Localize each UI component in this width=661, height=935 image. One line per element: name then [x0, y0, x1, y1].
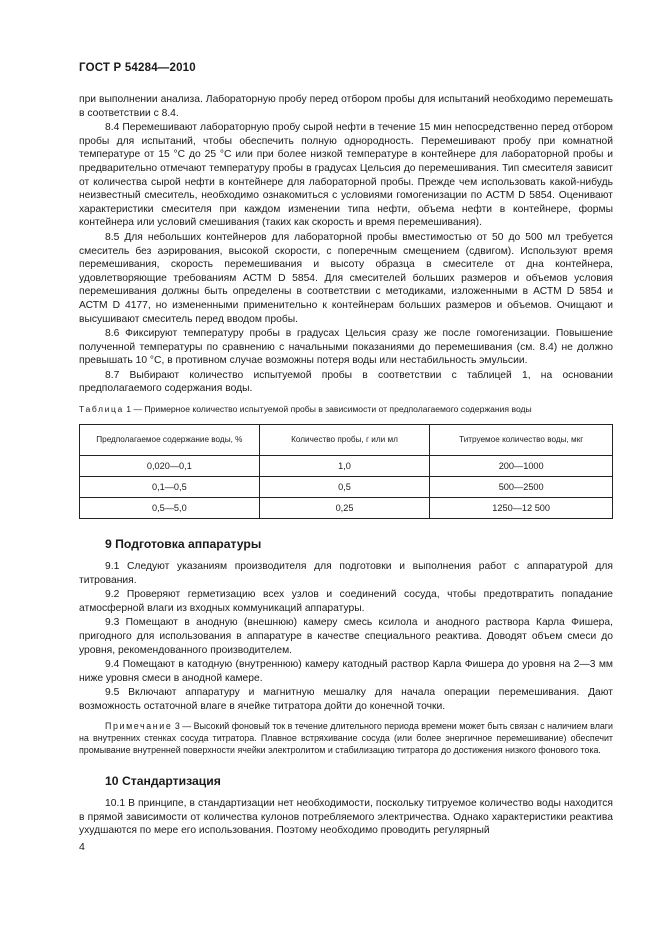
paragraph-8-4: 8.4 Перемешивают лабораторную пробу сырой нефти в течение 15 мин непосредственно перед отбором пробы для испытаний, чтобы обеспечить полную однородность. Перемешивают пробу при комнатной температуре от 15 °С до 25 °С или при более низкой температуре в контейнере для лабораторной пробы и предварительно отмечают температуру пробы в градусах Цельсия до перемешивания. Тип смесителя зависит от количества сырой нефти в контейнере для лабораторной пробы. Прежде чем использовать какой-нибудь неизвестный смеситель, необходимо ознакомиться с условиями гомогенизации по АСТМ D 5854. Оценивают характеристики смесителя при каждом изменении типа нефти, объема нефти в контейнере, формы контейнера или условий смешивания (таких как скорость и время перемешивания).: [79, 122, 613, 229]
table-cell: 1,0: [259, 456, 430, 477]
table-caption-text: 1 — Примерное количество испытуемой пробы в зависимости от предполагаемого содержания воды: [126, 404, 532, 415]
table-header-cell: Количество пробы, г или мл: [259, 425, 430, 456]
table-header-cell: Титруемое количество воды, мкг: [430, 425, 613, 456]
table-cell: 200—1000: [430, 456, 613, 477]
table-row: [80, 498, 613, 519]
table-header-row: [80, 425, 613, 456]
table-cell: 0,1—0,5: [80, 477, 260, 498]
note-label: Примечание: [105, 720, 173, 731]
water-content-table: [79, 424, 613, 519]
paragraph-9-5: 9.5 Включают аппаратуру и магнитную мешалку для начала операции перемешивания. Дают возможность остаточной влаге в ячейке титратора дойти до конечной точки.: [79, 687, 613, 712]
table-caption-label: Таблица: [79, 404, 124, 415]
note-text: 3 — Высокий фоновый ток в течение длительного периода времени может быть связан с наличием влаги на внутренних стенках сосуда титратора. Плавное встряхивание сосуда (или более энергичное перемешивание) обеспечит промывание внутренней поверхности ячейки электролитом и стабилизацию титратора до достижения низкого фонового тока.: [79, 720, 614, 755]
table-cell: 0,5—5,0: [80, 498, 260, 519]
paragraph-8-5: 8.5 Для небольших контейнеров для лабораторной пробы вместимостью от 50 до 500 мл требуется смеситель без аэрирования, высокой скорости, с поперечным смещением (сдвигом). Используют время перемешивания, скорость перемешивания и высоту образца в смесителе от дна контейнера, удовлетворяющие требованиям АСТМ D 5854. Для смесителей больших размеров и объемов условия перемешивания должны быть определены в соответствии с методиками, изложенными в АСТМ D 5854 и АСТМ D 4177, но измененными применительно к контейнерам больших размеров и объемов. Очищают и высушивают смеситель перед вводом пробы.: [79, 231, 613, 325]
section-10-heading: 10 Стандартизация: [105, 774, 221, 789]
document-header: ГОСТ Р 54284—2010: [79, 62, 196, 74]
paragraph-8-7: 8.7 Выбирают количество испытуемой пробы в соответствии с таблицей 1, на основании предполагаемого содержания воды.: [79, 369, 613, 395]
table-row: [80, 456, 613, 477]
table-cell: 500—2500: [430, 477, 613, 498]
page-number: 4: [79, 841, 85, 853]
page-content: [79, 93, 613, 838]
paragraph-9-2: 9.2 Проверяют герметизацию всех узлов и соединений сосуда, чтобы предотвратить попадание атмосферной влаги из входных коммуникаций аппаратуры.: [79, 589, 613, 614]
table-caption: [79, 403, 613, 415]
table-row: [80, 477, 613, 498]
table-cell: 0,5: [259, 477, 430, 498]
section-9-heading: 9 Подготовка аппаратуры: [105, 537, 262, 552]
intro-paragraph: при выполнении анализа. Лабораторную пробу перед отбором пробы для испытаний необходимо перемешать в соответствии с 8.4.: [79, 94, 613, 119]
paragraph-9-3: 9.3 Помещают в анодную (внешнюю) камеру смесь ксилола и анодного раствора Карла Фишера, пригодного для использования в аппаратуре в качестве специального реактива. Доводят объем смеси до уровня, рекомендованного производителем.: [79, 617, 613, 656]
table-cell: 0,020—0,1: [80, 456, 260, 477]
paragraph-8-6: 8.6 Фиксируют температуру пробы в градусах Цельсия сразу же после гомогенизации. Повышение полученной температуры по сравнению с начальными показаниями до перемешивания (см. 8.4) не должно превышать 10 °С, в противном случае возможны потеря воды или нестабильность эмульсии.: [79, 328, 613, 367]
note-3: [79, 720, 613, 757]
paragraph-9-4: 9.4 Помещают в катодную (внутреннюю) камеру катодный раствор Карла Фишера до уровня на 2—3 мм ниже уровня смеси в анодной камере.: [79, 659, 613, 684]
table-header-cell: Предполагаемое содержание воды, %: [80, 425, 260, 456]
paragraph-10-1: 10.1 В принципе, в стандартизации нет необходимости, поскольку титруемое количество воды находится в прямой зависимости от количества кулонов потребляемого электричества. Однако характеристики реактива ухудшаются по мере его использования. Поэтому необходимо проводить регулярный: [79, 798, 613, 837]
table-cell: 0,25: [259, 498, 430, 519]
table-cell: 1250—12 500: [430, 498, 613, 519]
paragraph-9-1: 9.1 Следуют указаниям производителя для подготовки и выполнения работ с аппаратурой для титрования.: [79, 561, 613, 586]
